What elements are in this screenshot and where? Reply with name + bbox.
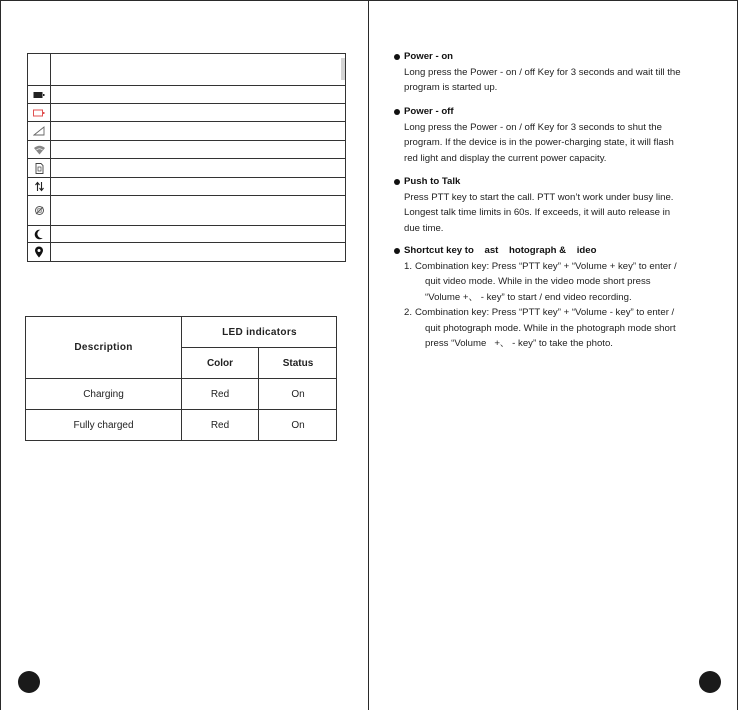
status-icon-table: [27, 53, 346, 262]
ptt-line: Longest talk time limits in 60s. If exceeds, it will auto release in: [404, 207, 671, 218]
section-shortcut-key: [394, 243, 724, 352]
section-power-off: [394, 104, 724, 166]
icon-description-cell: [51, 141, 345, 158]
battery-full-icon: [28, 86, 51, 103]
row-fully-charged-description: Fully charged: [73, 419, 134, 431]
bullet-icon: [394, 179, 400, 185]
icon-table-row: [28, 104, 345, 122]
icon-table-row: [28, 122, 345, 141]
wifi-icon: [28, 141, 51, 158]
power-off-line: red light and display the current power capacity.: [404, 152, 607, 164]
row-charging-color: Red: [210, 388, 230, 400]
moon-icon: [28, 226, 51, 242]
shortcut-item-line: Combination key: Press “PTT key” + “Volume + key” to enter /: [415, 260, 677, 272]
shortcut-title: Shortcut key to ast hotograph & ideo: [404, 245, 597, 256]
status-header: Status: [282, 357, 314, 369]
power-on-line: Long press the Power - on / off Key for 3 seconds and wait till the: [404, 66, 681, 78]
icon-table-row: [28, 226, 345, 243]
power-off-line: Long press the Power - on / off Key for 3 seconds to shut the: [404, 121, 662, 133]
ptt-line: due time.: [404, 222, 444, 234]
icon-table-row: [28, 178, 345, 196]
data-transfer-icon: [28, 178, 51, 195]
led-indicator-table: [25, 316, 337, 441]
icon-description-cell: [51, 226, 345, 242]
icon-description-cell: [51, 159, 345, 177]
bullet-icon: [394, 248, 400, 254]
icon-description-cell: [51, 196, 345, 225]
icon-table-row: [28, 243, 345, 261]
battery-low-icon: [28, 104, 51, 121]
icon-table-row: [28, 159, 345, 178]
row-fully-charged-status: On: [291, 419, 305, 431]
signal-empty-icon: [28, 122, 51, 140]
icon-description-cell: [51, 86, 345, 103]
icon-description-cell: [51, 104, 345, 121]
icon-table-header: [28, 54, 345, 86]
location-pin-icon: [28, 243, 51, 261]
power-off-line: program. If the device is in the power-charging state, it will flash: [404, 137, 674, 148]
power-on-line: program is started up.: [404, 82, 498, 93]
power-off-title: Power - off: [404, 106, 454, 117]
icon-table-row: [28, 196, 345, 226]
item-number: 2.: [404, 307, 413, 318]
no-sim-icon: [28, 196, 51, 225]
shortcut-item-2: [394, 305, 724, 352]
shortcut-item-line: “Volume +、 - key” to start / end video recording.: [425, 291, 632, 303]
description-header: Description: [74, 342, 133, 353]
page-marker-right: [699, 671, 721, 693]
bullet-icon: [394, 109, 400, 115]
power-on-title: Power - on: [404, 51, 454, 62]
color-header: Color: [206, 357, 234, 369]
icon-table-row: [28, 86, 345, 104]
section-push-to-talk: [394, 174, 724, 236]
icon-description-cell: [51, 243, 345, 261]
shortcut-item-line: quit photograph mode. While in the photograph mode short: [425, 322, 676, 334]
shortcut-item-line: Combination key: Press “PTT key” + “Volume - key” to enter /: [415, 307, 675, 318]
shortcut-item-line: quit video mode. While in the video mode short press: [425, 276, 651, 287]
page-marker-left: [18, 671, 40, 693]
row-charging-description: Charging: [83, 388, 124, 400]
ptt-line: Press PTT key to start the call. PTT won’t work under busy line.: [404, 191, 674, 203]
shortcut-item-1: [394, 259, 724, 306]
row-fully-charged-color: Red: [210, 419, 230, 431]
ptt-title: Push to Talk: [404, 176, 461, 187]
icon-description-cell: [51, 178, 345, 195]
icon-description-cell: [51, 122, 345, 140]
row-charging-status: On: [291, 388, 305, 400]
bullet-icon: [394, 54, 400, 60]
sim-card-icon: [28, 159, 51, 177]
icon-table-row: [28, 141, 345, 159]
shortcut-item-line: press “Volume +、 - key” to take the photo.: [425, 338, 613, 349]
led-indicators-header: LED indicators: [222, 326, 297, 338]
section-power-on: [394, 49, 724, 96]
item-number: 1.: [404, 260, 413, 272]
